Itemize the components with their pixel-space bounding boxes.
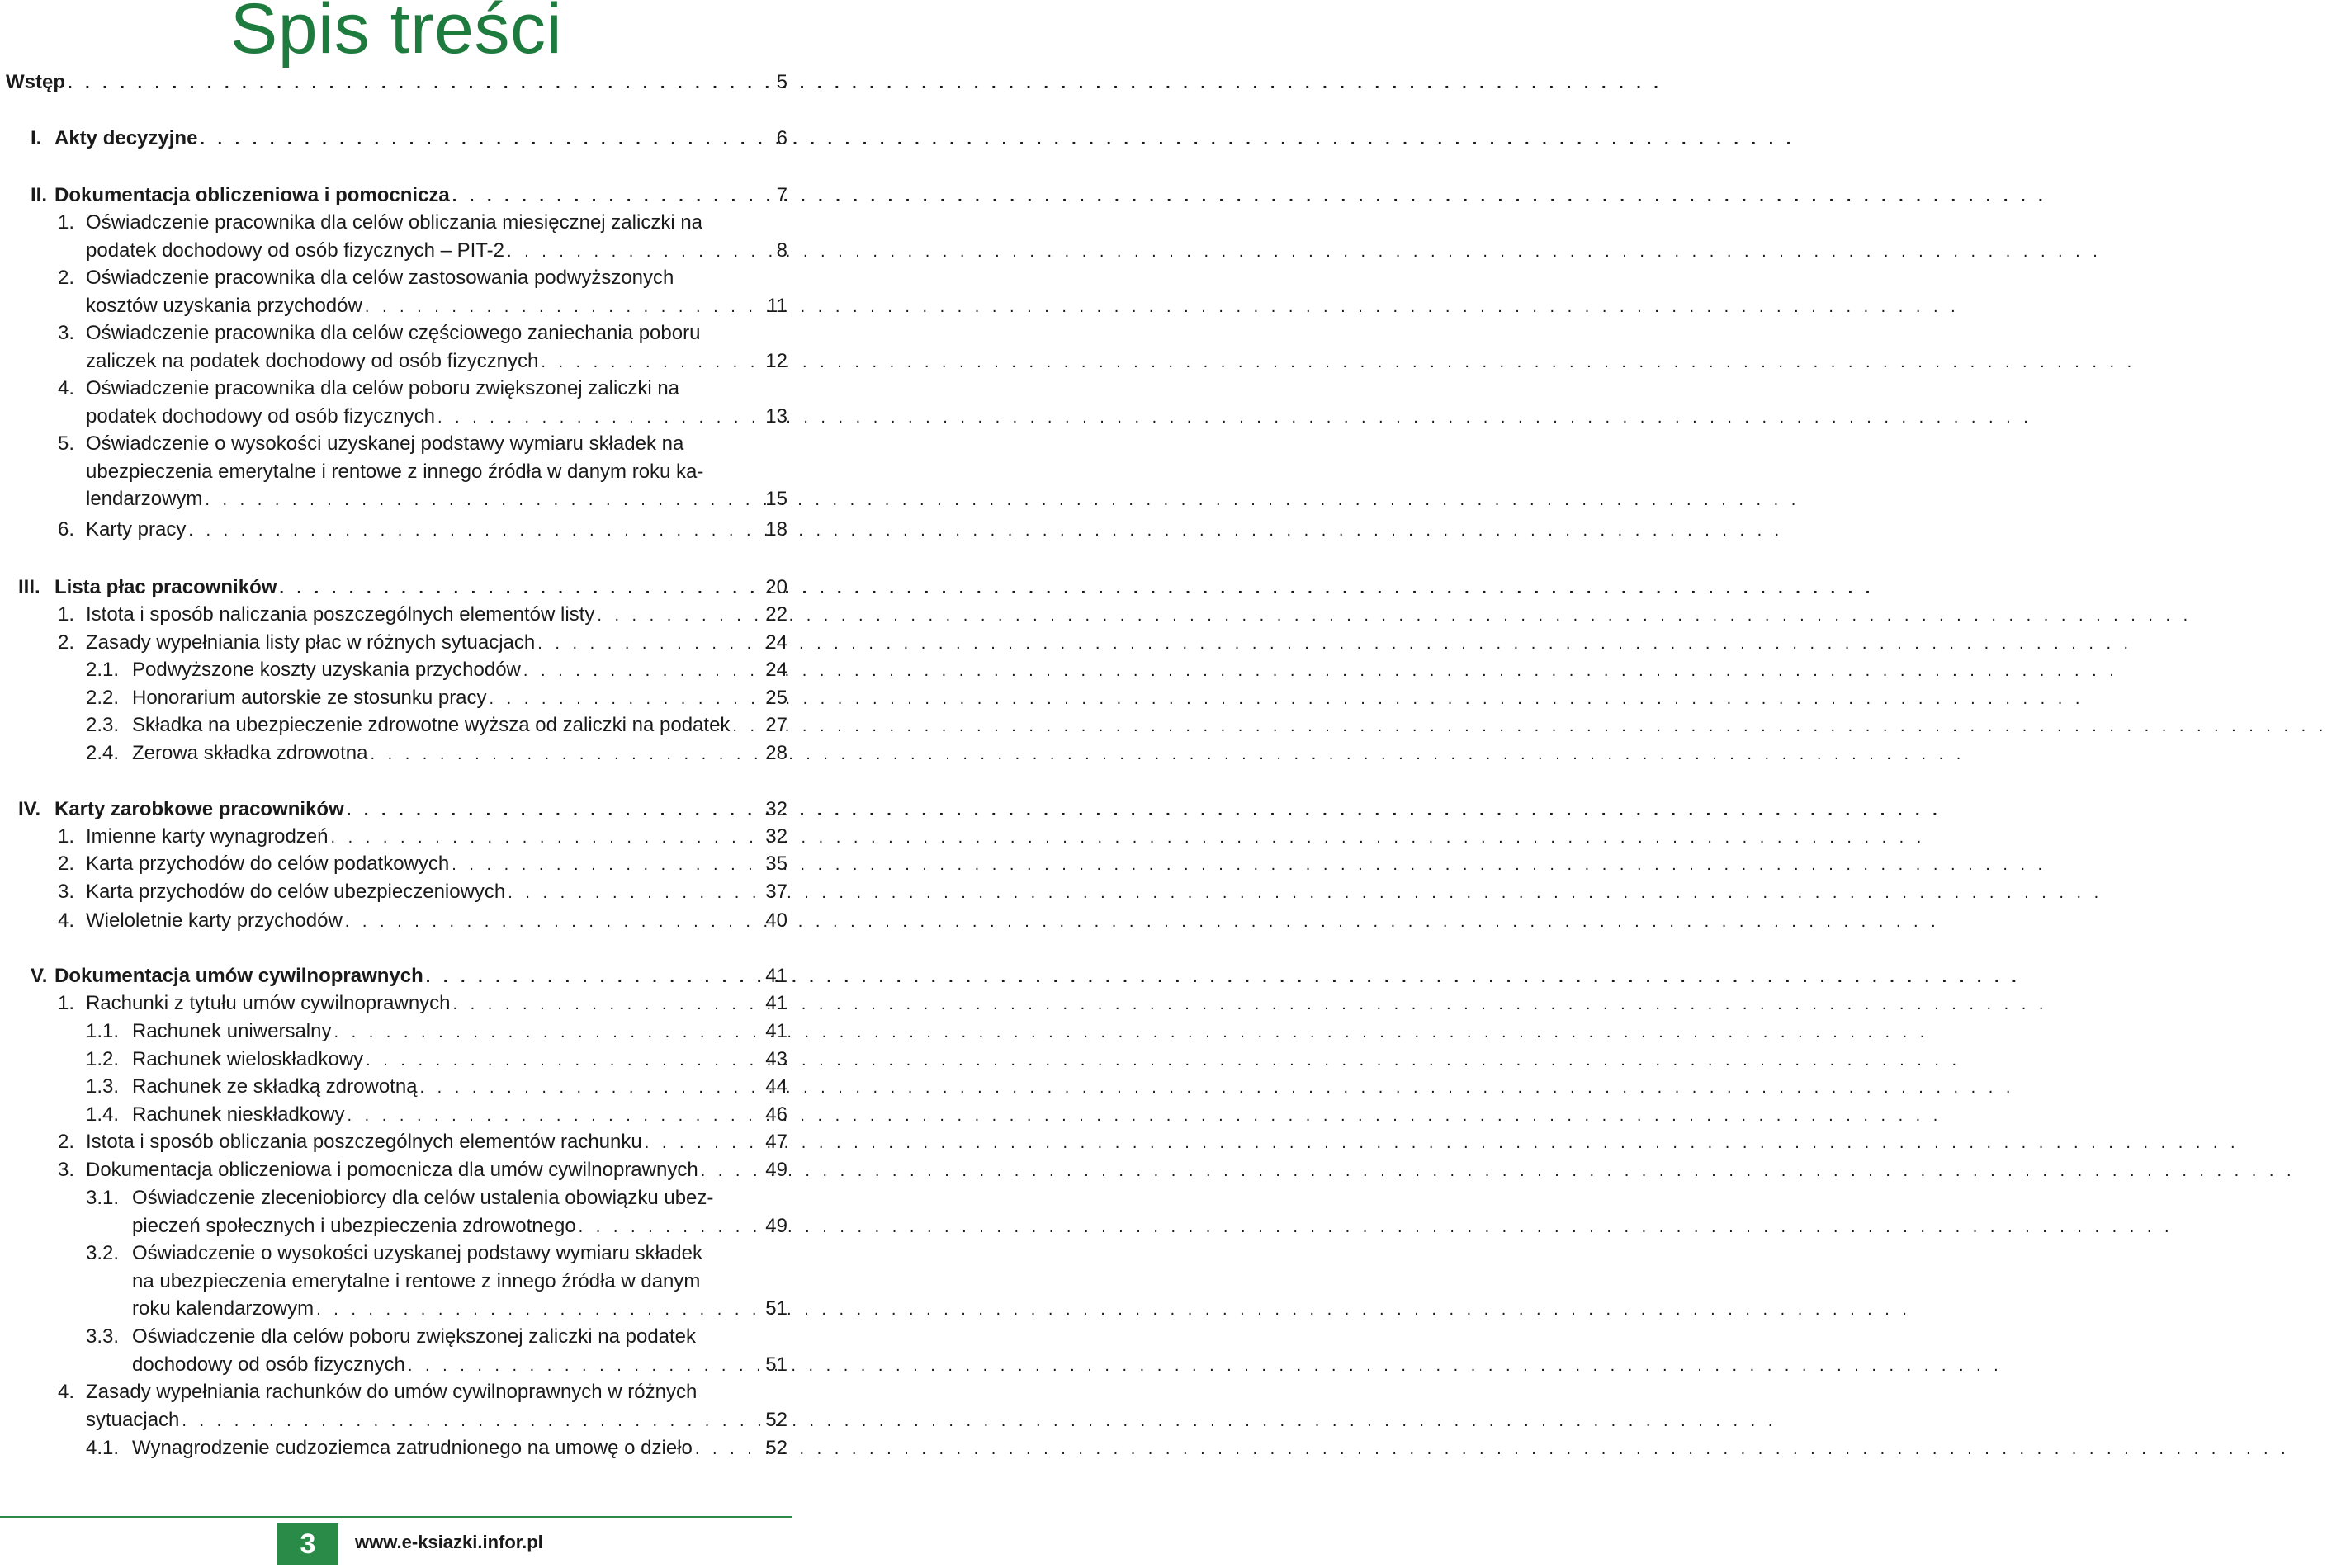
toc-entry-line	[132, 1212, 743, 1240]
toc-entry-line	[132, 1295, 743, 1323]
toc-entry-title: Karta przychodów do celów ubezpieczeniowych	[86, 881, 506, 903]
toc-entry-line	[6, 68, 743, 97]
toc-entry-line	[86, 989, 743, 1018]
toc-page-number: 7	[776, 184, 787, 206]
toc-page-number: 37	[765, 881, 787, 903]
toc-entry-line	[86, 601, 743, 629]
toc-entry-title: Zasady wypełniania rachunków do umów cywilnoprawnych w różnych	[86, 1381, 698, 1403]
toc-page-number: 25	[765, 687, 787, 709]
toc-entry-line	[86, 375, 779, 403]
toc-entry-line	[132, 739, 743, 767]
toc-entry-line	[132, 1323, 779, 1351]
toc-page-number: 41	[765, 992, 787, 1014]
toc-page-number: 18	[765, 518, 787, 541]
toc-entry-title: Zasady wypełniania listy płac w różnych sytuacjach	[86, 631, 536, 654]
toc-page-number: 51	[765, 1353, 787, 1376]
toc-entry-title: Oświadczenie pracownika dla celów zastosowania podwyższonych	[86, 267, 674, 289]
dot-leader	[701, 1157, 2296, 1185]
dot-leader	[695, 1435, 2290, 1463]
toc-entry-title: lendarzowym	[86, 488, 203, 510]
toc-page-number: 46	[765, 1103, 787, 1126]
dot-leader	[330, 824, 1925, 852]
dot-leader	[452, 851, 2046, 879]
toc-entry-number: IV.	[18, 798, 41, 820]
toc-entry-title: podatek dochodowy od osób fizycznych – PIT-2	[86, 239, 504, 262]
toc-page-number: 12	[765, 349, 787, 372]
toc-entry-title: podatek dochodowy od osób fizycznych	[86, 404, 435, 427]
dot-leader	[333, 1018, 1928, 1046]
toc-entry-line	[86, 878, 743, 906]
toc-entry-title: Oświadczenie pracownika dla celów częściowego zaniechania poboru	[86, 322, 701, 344]
toc-entry-line	[86, 237, 743, 265]
toc-entry-line	[132, 1351, 743, 1379]
toc-entry-number: III.	[18, 576, 40, 598]
toc-entry-line	[132, 684, 743, 712]
toc-entry-title: Imienne karty wynagrodzeń	[86, 825, 329, 848]
toc-page-number: 32	[765, 825, 787, 848]
toc-page-number: 51	[765, 1297, 787, 1320]
toc-page-number: 15	[765, 488, 787, 510]
toc-entry-line	[132, 1240, 779, 1268]
toc-entry-line	[86, 907, 743, 935]
toc-page-number: 24	[765, 659, 787, 681]
dot-leader	[597, 602, 2192, 630]
toc-entry-title: sytuacjach	[86, 1408, 180, 1431]
toc-entry-number: 3.	[58, 322, 75, 344]
toc-entry-title: Rachunek wieloskładkowy	[132, 1048, 364, 1070]
toc-entry-line	[54, 125, 743, 153]
toc-entry-number: II.	[31, 184, 48, 206]
toc-page-number: 32	[765, 798, 787, 820]
toc-page-number: 49	[765, 1214, 787, 1237]
dot-leader	[205, 486, 1800, 514]
toc-entry-number: 2.3.	[86, 714, 120, 736]
page-title: Spis treści	[229, 0, 563, 68]
toc-entry-line	[86, 823, 743, 851]
toc-entry-number: 5.	[58, 432, 75, 455]
toc-entry-line	[86, 347, 743, 375]
toc-entry-title: Oświadczenie pracownika dla celów poboru zwiększonej zaliczki na	[86, 377, 680, 399]
toc-entry-number: I.	[31, 127, 42, 149]
toc-entry-title: Karta przychodów do celów podatkowych	[86, 852, 450, 875]
toc-entry-line	[86, 292, 743, 320]
toc-entry-title: Składka na ubezpieczenie zdrowotne wyższa od zaliczki na podatek	[132, 714, 731, 736]
toc-page-number: 5	[776, 71, 787, 93]
toc-entry-number: 6.	[58, 518, 75, 541]
toc-entry-title: ubezpieczenia emerytalne i rentowe z innego źródła w danym roku ka-	[86, 460, 704, 483]
toc-entry-line	[86, 1156, 743, 1184]
toc-entry-number: V.	[31, 965, 48, 987]
toc-entry-line	[132, 1046, 743, 1074]
toc-entry-line	[86, 629, 743, 657]
toc-page-number: 49	[765, 1159, 787, 1181]
toc-entry-number: 3.3.	[86, 1325, 120, 1348]
toc-entry-line	[86, 1406, 743, 1434]
toc-entry-line	[54, 574, 743, 602]
toc-entry-title: Oświadczenie pracownika dla celów obliczania miesięcznej zaliczki na	[86, 211, 703, 234]
dot-leader	[645, 1129, 2240, 1157]
toc-entry-title: Dokumentacja obliczeniowa i pomocnicza	[54, 184, 450, 206]
toc-entry-line	[132, 1268, 779, 1296]
toc-page-number: 6	[776, 127, 787, 149]
toc-page-number: 20	[765, 576, 787, 598]
toc-entry-title: Akty decyzyjne	[54, 127, 198, 149]
toc-entry-line	[86, 209, 779, 237]
toc-entry-line	[86, 430, 779, 458]
toc-entry-title: Wynagrodzenie cudzoziemca zatrudnionego na umowę o dzieło	[132, 1437, 693, 1459]
toc-entry-title: Oświadczenie dla celów poboru zwiększonej zaliczki na podatek	[132, 1325, 697, 1348]
toc-entry-title: dochodowy od osób fizycznych	[132, 1353, 405, 1376]
toc-entry-title: Honorarium autorskie ze stosunku pracy	[132, 687, 487, 709]
dot-leader	[420, 1074, 2015, 1102]
toc-entry-title: Dokumentacja obliczeniowa i pomocnicza dla umów cywilnoprawnych	[86, 1159, 698, 1181]
toc-entry-number: 2.4.	[86, 742, 120, 764]
toc-entry-number: 4.1.	[86, 1437, 120, 1459]
toc-entry-line	[132, 1018, 743, 1046]
toc-page-number: 27	[765, 714, 787, 736]
toc-page-number: 40	[765, 909, 787, 932]
dot-leader	[347, 1102, 1942, 1130]
toc-page-number: 44	[765, 1075, 787, 1098]
toc-entry-title: Oświadczenie o wysokości uzyskanej podstawy wymiaru składek na	[86, 432, 684, 455]
toc-page-number: 52	[765, 1437, 787, 1459]
toc-entry-number: 1.2.	[86, 1048, 120, 1070]
toc-entry-line	[86, 319, 779, 347]
toc-entry-line	[132, 1101, 743, 1129]
toc-entry-line	[86, 1378, 779, 1406]
toc-entry-number: 1.	[58, 603, 75, 626]
toc-entry-title: Karty pracy	[86, 518, 187, 541]
dot-leader	[316, 1296, 1911, 1324]
toc-entry-number: 4.	[58, 1381, 75, 1403]
toc-entry-title: pieczeń społecznych i ubezpieczenia zdrowotnego	[132, 1214, 576, 1237]
dot-leader	[370, 740, 1965, 768]
toc-entry-number: 3.1.	[86, 1187, 120, 1209]
dot-leader	[366, 1046, 1960, 1074]
toc-entry-line	[132, 1434, 743, 1462]
dot-leader	[347, 796, 1942, 824]
toc-page-number: 24	[765, 631, 787, 654]
toc-entry-title: roku kalendarzowym	[132, 1297, 315, 1320]
dot-leader	[279, 574, 1874, 602]
toc-entry-title: na ubezpieczenia emerytalne i rentowe z innego źródła w danym	[132, 1269, 701, 1292]
toc-entry-title: Rachunek uniwersalny	[132, 1020, 332, 1042]
dot-leader	[437, 404, 2032, 432]
dot-leader	[490, 685, 2084, 713]
dot-leader	[200, 125, 1795, 153]
dot-leader	[453, 990, 2048, 1018]
dot-leader	[365, 293, 1960, 321]
toc-entry-number: 4.	[58, 909, 75, 932]
toc-entry-number: 2.	[58, 1131, 75, 1153]
toc-entry-title: Oświadczenie o wysokości uzyskanej podstawy wymiaru składek	[132, 1242, 702, 1264]
table-of-contents	[0, 0, 792, 1568]
toc-entry-number: 2.	[58, 631, 75, 654]
toc-entry-number: 1.3.	[86, 1075, 120, 1098]
toc-entry-number: 3.2.	[86, 1242, 120, 1264]
dot-leader	[345, 908, 1940, 936]
toc-entry-number: 3.	[58, 1159, 75, 1181]
toc-entry-number: 2.2.	[86, 687, 120, 709]
toc-entry-title: Rachunki z tytułu umów cywilnoprawnych	[86, 992, 451, 1014]
footer-url[interactable]: www.e-ksiazki.infor.pl	[355, 1532, 543, 1552]
toc-page-number: 43	[765, 1048, 787, 1070]
toc-page-number: 35	[765, 852, 787, 875]
toc-page-number: 13	[765, 404, 787, 427]
toc-entry-title: Podwyższone koszty uzyskania przychodów	[132, 659, 521, 681]
toc-entry-number: 1.	[58, 211, 75, 234]
toc-entry-number: 1.	[58, 825, 75, 848]
toc-entry-number: 3.	[58, 881, 75, 903]
toc-page-number: 11	[767, 294, 787, 317]
toc-entry-number: 2.	[58, 852, 75, 875]
toc-entry-line	[86, 264, 779, 292]
dot-leader	[452, 182, 2047, 210]
dot-leader	[732, 712, 2327, 740]
toc-page-number: 47	[765, 1131, 787, 1153]
toc-entry-title: zaliczek na podatek dochodowy od osób fizycznych	[86, 349, 539, 372]
toc-entry-line	[132, 656, 743, 684]
toc-entry-title: Karty zarobkowe pracowników	[54, 798, 344, 820]
toc-entry-title: kosztów uzyskania przychodów	[86, 294, 362, 317]
toc-entry-title: Rachunek ze składką zdrowotną	[132, 1075, 418, 1098]
toc-entry-number: 1.4.	[86, 1103, 120, 1126]
dot-leader	[182, 1407, 1776, 1435]
dot-leader	[426, 963, 2021, 991]
toc-entry-line	[86, 403, 743, 431]
toc-page-number: 41	[765, 1020, 787, 1042]
toc-entry-title: Dokumentacja umów cywilnoprawnych	[54, 965, 423, 987]
toc-entry-line	[54, 962, 743, 990]
toc-entry-line	[86, 516, 743, 544]
toc-page-number: 41	[765, 965, 787, 987]
toc-entry-number: 2.1.	[86, 659, 120, 681]
toc-entry-line	[132, 711, 743, 739]
toc-page-number: 28	[765, 742, 787, 764]
toc-entry-title: Rachunek nieskładkowy	[132, 1103, 345, 1126]
dot-leader	[408, 1352, 2003, 1380]
toc-entry-title: Istota i sposób naliczania poszczególnych elementów listy	[86, 603, 595, 626]
toc-entry-line	[86, 485, 743, 513]
toc-entry-title: Wstęp	[6, 71, 65, 93]
toc-entry-title: Wieloletnie karty przychodów	[86, 909, 343, 932]
toc-entry-title: Zerowa składka zdrowotna	[132, 742, 368, 764]
toc-entry-line	[54, 796, 743, 824]
toc-entry-number: 2.	[58, 267, 75, 289]
toc-page-number: 52	[765, 1408, 787, 1431]
page-number-badge: 3	[277, 1523, 338, 1565]
toc-page-number: 22	[765, 603, 787, 626]
toc-entry-title: Oświadczenie zleceniobiorcy dla celów ustalenia obowiązku ubez-	[132, 1187, 714, 1209]
dot-leader	[188, 517, 1783, 545]
toc-page-number: 8	[776, 239, 787, 262]
toc-entry-line	[54, 182, 743, 210]
toc-entry-number: 1.	[58, 992, 75, 1014]
footer-divider	[0, 1516, 792, 1518]
toc-entry-number: 1.1.	[86, 1020, 120, 1042]
dot-leader	[68, 69, 1662, 97]
toc-entry-line	[132, 1073, 743, 1101]
toc-entry-line	[86, 1128, 743, 1156]
toc-entry-line	[86, 458, 779, 486]
toc-entry-number: 4.	[58, 377, 75, 399]
toc-entry-line	[132, 1184, 779, 1212]
dot-leader	[579, 1213, 2173, 1241]
toc-entry-line	[86, 850, 743, 878]
toc-entry-title: Lista płac pracowników	[54, 576, 277, 598]
toc-entry-title: Istota i sposób obliczania poszczególnych elementów rachunku	[86, 1131, 642, 1153]
